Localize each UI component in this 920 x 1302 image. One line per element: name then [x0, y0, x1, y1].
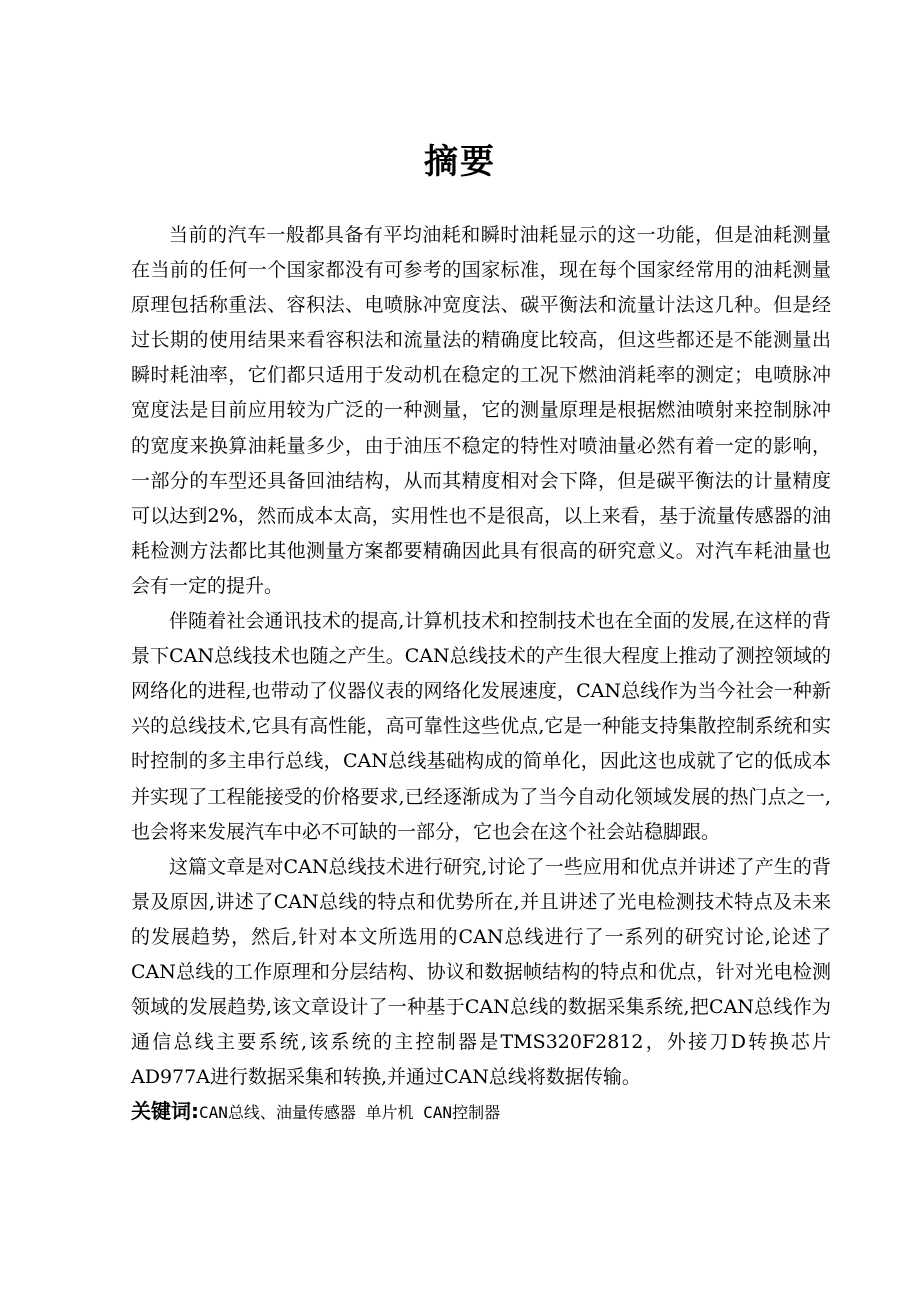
- paragraph-can-bus-background: 伴随着社会通讯技术的提高,计算机技术和控制技术也在全面的发展,在这样的背景下CAN总线技术也随之产生。CAN总线技术的产生很大程度上推动了测控领域的网络化的进程,也带动了仪器仪表的网络化发展速度，CAN总线作为当今社会一种新兴的总线技术,它具有高性能，高可靠性这些优点,它是一种能支持集散控制系统和实时控制的多主串行总线，CAN总线基础构成的简单化，因此这也成就了它的低成本并实现了工程能接受的价格要求,已经逐渐成为了当今自动化领域发展的热门点之一,也会将来发展汽车中必不可缺的一部分，它也会在这个社会站稳脚跟。: [131, 610, 831, 843]
- paragraph-fuel-consumption: 当前的汽车一般都具备有平均油耗和瞬时油耗显示的这一功能，但是油耗测量在当前的任何一个国家都没有可参考的国家标准，现在每个国家经常用的油耗测量原理包括称重法、容积法、电喷脉冲宽度法、碳平衡法和流量计法这几种。但是经过长期的使用结果来看容积法和流量法的精确度比较高，但这些都还是不能测量出瞬时耗油率，它们都只适用于发动机在稳定的工况下燃油消耗率的测定；电喷脉冲宽度法是目前应用较为广泛的一种测量，它的测量原理是根据燃油喷射来控制脉冲的宽度来换算油耗量多少，由于油压不稳定的特性对喷油量必然有着一定的影响，一部分的车型还具备回油结构，从而其精度相对会下降，但是碳平衡法的计量精度可以达到2%，然而成本太高，实用性也不是很高，以上来看，基于流量传感器的油耗检测方法都比其他测量方案都要精确因此具有很高的研究意义。对汽车耗油量也会有一定的提升。: [131, 224, 831, 597]
- keywords-value: CAN总线、油量传感器 单片机 CAN控制器: [199, 1103, 501, 1122]
- keywords-line: [131, 1095, 831, 1129]
- paragraph-article-summary: 这篇文章是对CAN总线技术进行研究,讨论了一些应用和优点并讲述了产生的背景及原因,讲述了CAN总线的特点和优势所在,并且讲述了光电检测技术特点及未来的发展趋势，然后,针对本文所选用的CAN总线进行了一系列的研究讨论,论述了CAN总线的工作原理和分层结构、协议和数据帧结构的特点和优点，针对光电检测领域的发展趋势,该文章设计了一种基于CAN总线的数据采集系统,把CAN总线作为通信总线主要系统,该系统的主控制器是TMS320F2812，外接刀D转换芯片AD977A进行数据采集和转换,并通过CAN总线将数据传输。: [131, 855, 831, 1089]
- abstract-body: [131, 218, 831, 1095]
- abstract-title: 摘要: [424, 142, 496, 182]
- keywords-label: 关键词:: [131, 1099, 199, 1123]
